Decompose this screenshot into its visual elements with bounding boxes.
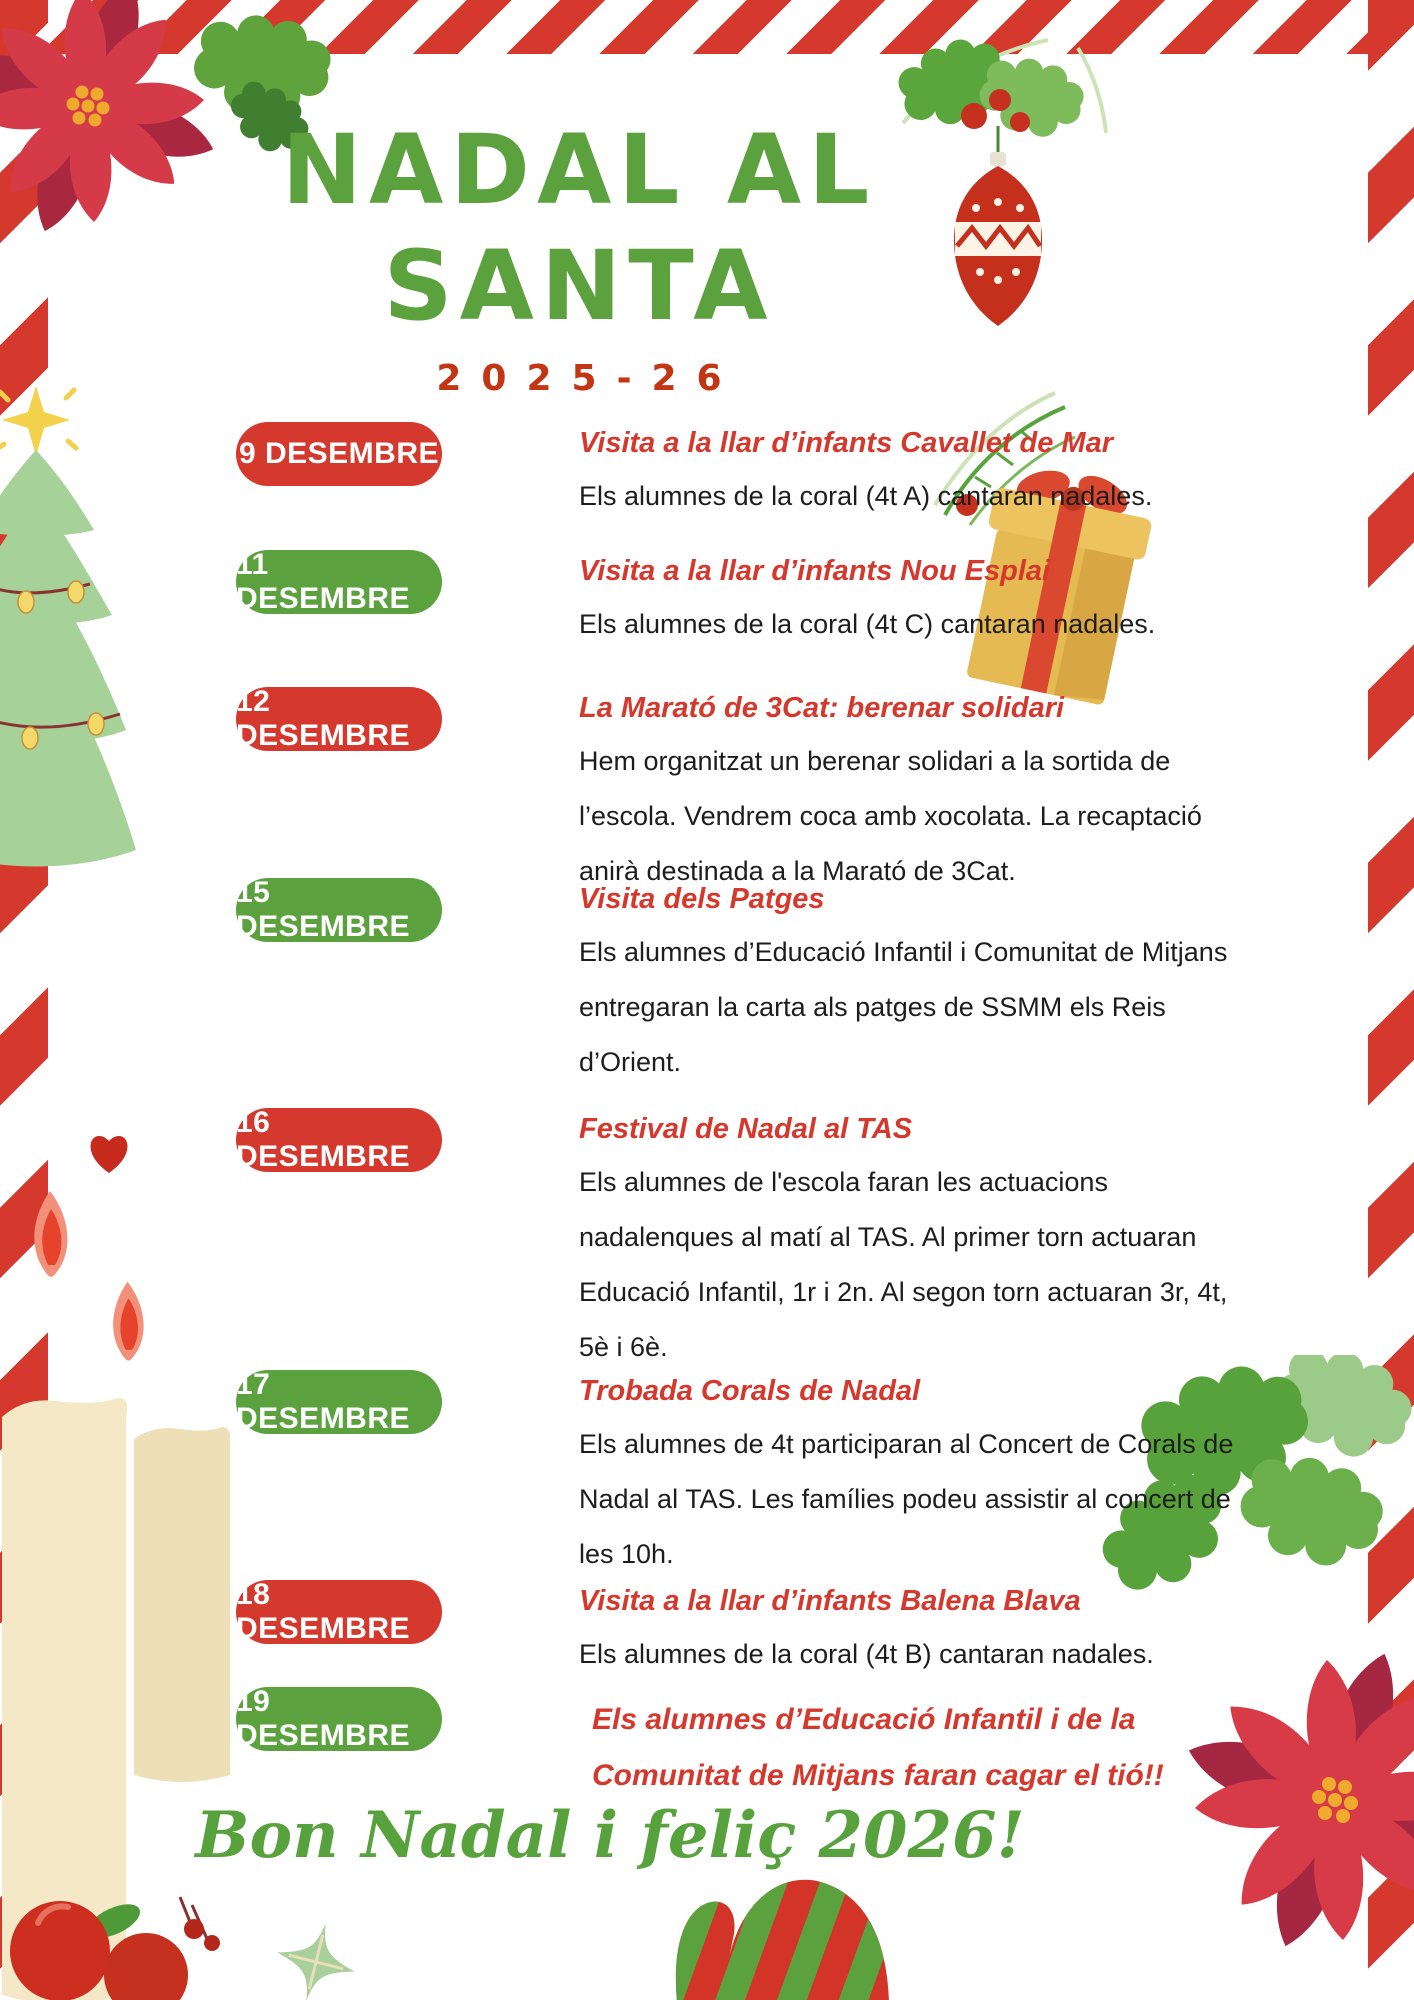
- event-row: [236, 1370, 1234, 1582]
- event-content: [579, 1370, 1234, 1582]
- event-description: Els alumnes de la coral (4t C) cantaran nadales.: [579, 609, 1156, 639]
- candles-icon: [0, 1175, 264, 2000]
- event-date-badge: 11 DESEMBRE: [236, 550, 442, 614]
- event-row: [236, 1580, 1234, 1682]
- event-content: [579, 878, 1234, 1090]
- event-content: [579, 550, 1234, 652]
- event-row: [236, 550, 1234, 652]
- event-content: [592, 1687, 1202, 1804]
- event-title: Festival de Nadal al TAS: [579, 1113, 913, 1145]
- sparkle-leaf-icon: [268, 1922, 364, 2000]
- event-title: Visita dels Patges: [579, 883, 825, 915]
- event-row: [236, 422, 1234, 524]
- event-date-badge: 17 DESEMBRE: [236, 1370, 442, 1434]
- event-description: Els alumnes de la coral (4t B) cantaran nadales.: [579, 1639, 1154, 1669]
- mittens-icon: [655, 1872, 915, 2000]
- event-row: [236, 687, 1234, 899]
- event-date-badge: 9 DESEMBRE: [236, 422, 442, 486]
- event-title: Els alumnes d’Educació Infantil i de la Comunitat de Mitjans faran cagar el tió!!: [592, 1703, 1164, 1792]
- event-content: [579, 1580, 1234, 1682]
- header: [0, 112, 1158, 399]
- event-description: Els alumnes d’Educació Infantil i Comunitat de Mitjans entregaran la carta als patges de SSMM els Reis d’Orient.: [579, 937, 1228, 1077]
- event-title: Visita a la llar d’infants Nou Esplai: [579, 555, 1051, 587]
- event-row: [236, 1687, 1202, 1804]
- event-content: [579, 687, 1234, 899]
- footer-greeting: Bon Nadal i feliç 2026!: [195, 1798, 1025, 1873]
- event-description: Els alumnes de la coral (4t A) cantaran nadales.: [579, 481, 1153, 511]
- event-date-badge: 16 DESEMBRE: [236, 1108, 442, 1172]
- school-year: 2025-26: [436, 358, 742, 399]
- heart-icon: [86, 1132, 132, 1176]
- event-date-badge: 15 DESEMBRE: [236, 878, 442, 942]
- christmas-tree-icon: [0, 378, 168, 878]
- event-title: Trobada Corals de Nadal: [579, 1375, 921, 1407]
- event-description: Els alumnes de l'escola faran les actuacions nadalenques al matí al TAS. Al primer torn actuaran Educació Infantil, 1r i 2n. Al segon torn actuaran 3r, 4t, 5è i 6è.: [579, 1167, 1228, 1362]
- event-content: [579, 1108, 1234, 1375]
- poster-title-line2: SANTA: [383, 230, 775, 342]
- event-description: Els alumnes de 4t participaran al Concert de Corals de Nadal al TAS. Les famílies podeu assistir al concert de les 10h.: [579, 1429, 1234, 1569]
- event-row: [236, 1108, 1234, 1375]
- event-content: [579, 422, 1234, 524]
- event-date-badge: 19 DESEMBRE: [236, 1687, 442, 1751]
- event-date-badge: 12 DESEMBRE: [236, 687, 442, 751]
- poster-title-line1: NADAL AL: [281, 114, 877, 226]
- event-row: [236, 878, 1234, 1090]
- event-title: Visita a la llar d’infants Balena Blava: [579, 1585, 1081, 1617]
- event-date-badge: 18 DESEMBRE: [236, 1580, 442, 1644]
- event-title: La Marató de 3Cat: berenar solidari: [579, 692, 1065, 724]
- event-title: Visita a la llar d’infants Cavallet de Mar: [579, 427, 1114, 459]
- event-description: Hem organitzat un berenar solidari a la sortida de l’escola. Vendrem coca amb xocolata. La recaptació anirà destinada a la Marató de 3Cat.: [579, 746, 1202, 886]
